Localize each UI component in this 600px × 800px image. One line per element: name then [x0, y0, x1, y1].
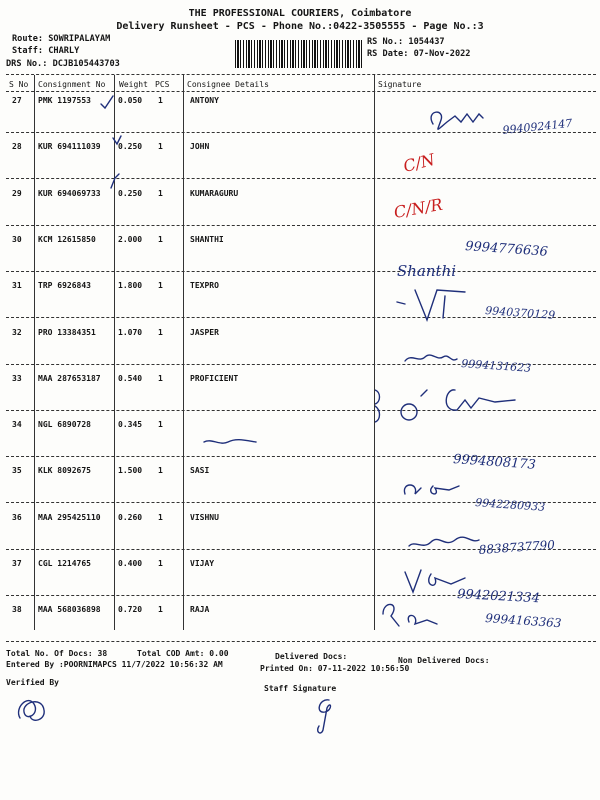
signature-row-38 — [375, 592, 595, 642]
svg-text:C/N/R: C/N/R — [392, 194, 445, 222]
column-header-signature: Signature — [378, 80, 422, 89]
svg-text:9940924147: 9940924147 — [501, 116, 573, 137]
pcs-cell: 1 — [158, 234, 163, 244]
weight-cell: 0.050 — [118, 96, 143, 105]
consignment-cell: PRO 13384351 — [38, 327, 96, 337]
company-title: THE PROFESSIONAL COURIERS, Coimbatore — [188, 8, 412, 19]
total-cod-amount: Total COD Amt: 0.00 — [137, 649, 229, 658]
tick-marks — [95, 92, 185, 192]
consignment-cell: CGL 1214765 — [38, 559, 91, 568]
runsheet-subtitle: Delivery Runsheet - PCS - Phone No.:0422-3505555 - Page No.:3 — [116, 21, 484, 32]
svg-text:9994776636: 9994776636 — [464, 239, 549, 260]
sno-cell: 34 — [12, 420, 22, 430]
sno-cell: 29 — [12, 188, 22, 198]
svg-text:9994131623: 9994131623 — [460, 357, 532, 375]
consignment-cell: KUR 694069733 — [38, 188, 101, 198]
sno-cell: 28 — [12, 142, 22, 152]
consignee-cell: SASI — [190, 466, 210, 476]
svg-text:Shanthi: Shanthi — [397, 262, 457, 280]
column-header-pcs: PCS — [155, 80, 170, 89]
sno-cell: 32 — [12, 327, 22, 337]
svg-text:9942021334: 9942021334 — [456, 587, 541, 607]
svg-text:9994808173: 9994808173 — [452, 452, 537, 473]
signature-row-27 — [375, 92, 595, 142]
svg-text:8838737790: 8838737790 — [478, 537, 556, 557]
pcs-cell: 1 — [158, 605, 163, 615]
signature-row-28 — [375, 142, 595, 192]
staff-label: Staff: CHARLY — [12, 46, 80, 56]
consignee-cell: SHANTHI — [190, 234, 224, 244]
consignment-cell: KCM 12615850 — [38, 234, 96, 244]
consignee-cell: VIJAY — [190, 559, 215, 568]
column-header-weight: Weight — [119, 80, 148, 89]
consignee-cell: TEXPRO — [190, 281, 219, 291]
drs-number: DRS No.: DCJB105443703 — [6, 59, 120, 69]
sno-cell: 31 — [12, 281, 22, 291]
svg-text:9994163363: 9994163363 — [484, 611, 562, 631]
pcs-cell: 1 — [158, 466, 163, 476]
pcs-cell: 1 — [158, 188, 163, 198]
staff-signature — [305, 690, 345, 738]
signature-row-33 — [375, 376, 595, 426]
consignment-cell: KUR 694111039 — [38, 142, 101, 152]
sno-cell: 35 — [12, 466, 22, 476]
table-top-border — [6, 74, 596, 75]
printed-on: Printed On: 07-11-2022 10:56:50 — [260, 664, 410, 673]
sno-cell: 38 — [12, 605, 22, 615]
weight-cell: 1.070 — [118, 327, 143, 337]
barcode — [235, 40, 363, 68]
sno-cell: 33 — [12, 373, 22, 383]
weight-cell: 0.260 — [118, 512, 143, 522]
weight-cell: 0.720 — [118, 605, 143, 615]
weight-cell: 0.345 — [118, 420, 143, 430]
route-label: Route: SOWRIPALAYAM — [12, 34, 111, 44]
delivered-docs: Delivered Docs: — [275, 652, 348, 661]
sno-cell: 36 — [12, 512, 22, 522]
column-header-sno: S No — [9, 80, 29, 89]
pcs-cell: 1 — [158, 420, 163, 430]
consignment-cell: MAA 287653187 — [38, 373, 101, 383]
consignee-cell: VISHNU — [190, 512, 219, 522]
consignee-cell: JASPER — [190, 327, 219, 337]
signature-row-35 — [375, 470, 595, 520]
scribble-mark — [200, 432, 260, 452]
consignee-cell: RAJA — [190, 605, 210, 615]
pcs-cell: 1 — [158, 373, 163, 383]
pcs-cell: 1 — [158, 96, 163, 105]
entered-by: Entered By :POORNIMAPCS 11/7/2022 10:56:32 AM — [6, 660, 223, 669]
verified-by-label: Verified By — [6, 678, 59, 687]
weight-cell: 1.500 — [118, 466, 143, 476]
consignment-cell: KLK 8092675 — [38, 466, 91, 476]
weight-cell: 0.250 — [118, 188, 143, 198]
column-header-consignment: Consignment No — [38, 80, 106, 89]
rs-date: RS Date: 07-Nov-2022 — [367, 49, 471, 59]
pcs-cell: 1 — [158, 327, 163, 337]
signature-row-30 — [375, 232, 595, 282]
consignee-cell: ANTONY — [190, 96, 219, 105]
consignment-cell: MAA 295425110 — [38, 512, 101, 522]
weight-cell: 2.000 — [118, 234, 143, 244]
weight-cell: 0.400 — [118, 559, 143, 568]
svg-text:9942280933: 9942280933 — [474, 496, 546, 514]
signature-row-31 — [375, 282, 595, 332]
consignee-cell: KUMARAGURU — [190, 188, 239, 198]
staff-signature-label: Staff Signature — [264, 684, 337, 693]
sno-cell: 27 — [12, 96, 22, 105]
consignee-cell: JOHN — [190, 142, 210, 152]
weight-cell: 0.540 — [118, 373, 143, 383]
consignment-cell: PMK 1197553 — [38, 96, 91, 105]
consignment-cell: TRP 6926843 — [38, 281, 91, 291]
weight-cell: 1.800 — [118, 281, 143, 291]
signature-row-29 — [375, 188, 595, 238]
consignment-cell: NGL 6890728 — [38, 420, 91, 430]
sno-cell: 30 — [12, 234, 22, 244]
total-docs: Total No. Of Docs: 38 — [6, 649, 108, 658]
consignee-cell: PROFICIENT — [190, 373, 239, 383]
rs-number: RS No.: 1054437 — [367, 37, 445, 47]
svg-text:9940370129: 9940370129 — [484, 304, 556, 322]
column-divider — [34, 75, 35, 630]
pcs-cell: 1 — [158, 559, 163, 568]
non-delivered-docs: Non Delivered Docs: — [398, 656, 490, 665]
weight-cell: 0.250 — [118, 142, 143, 152]
svg-text:C/N: C/N — [401, 149, 437, 176]
pcs-cell: 1 — [158, 142, 163, 152]
pcs-cell: 1 — [158, 281, 163, 291]
column-header-consignee: Consignee Details — [187, 80, 269, 89]
verified-by-signature — [12, 688, 52, 728]
pcs-cell: 1 — [158, 512, 163, 522]
sno-cell: 37 — [12, 559, 22, 568]
consignment-cell: MAA 568036898 — [38, 605, 101, 615]
